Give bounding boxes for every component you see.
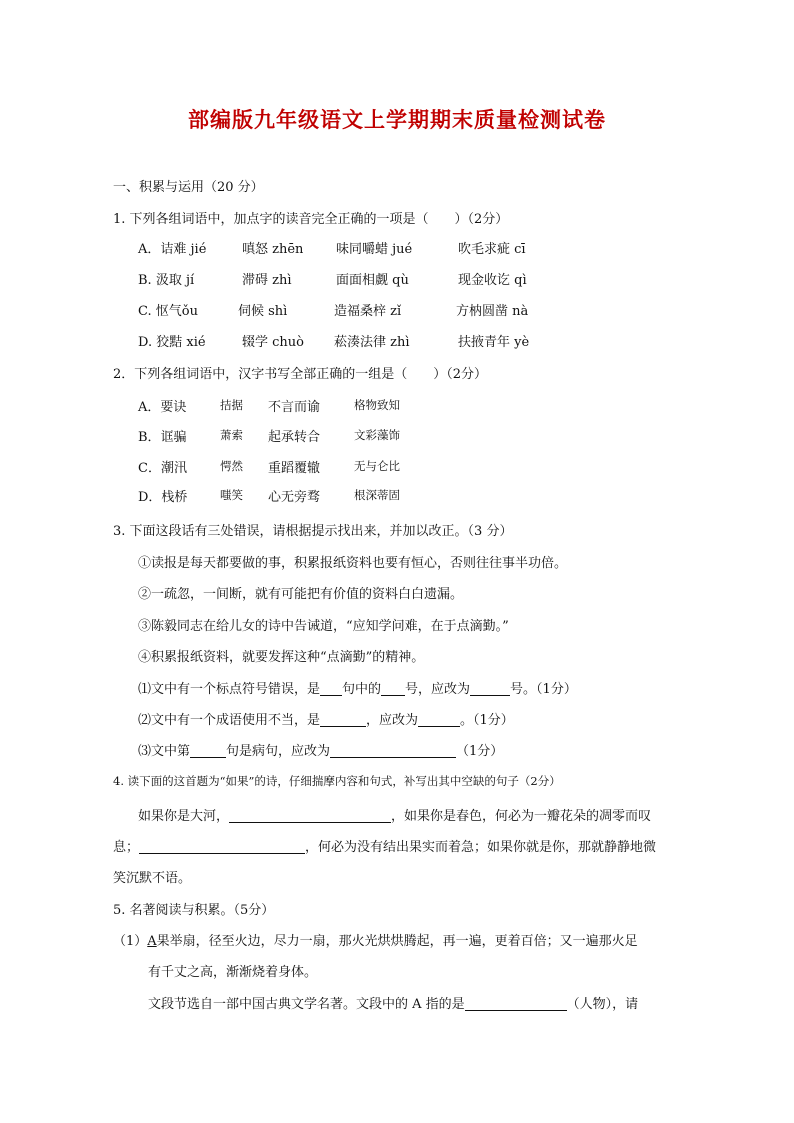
option-item: 造福桑梓 zǐ — [334, 304, 402, 319]
option-item: 菘湊法律 zhì — [334, 335, 410, 350]
question-2-stem: 2．下列各组词语中，汉字书写全部正确的一组是（ ）（2分） — [113, 367, 488, 382]
question-4-line-2 — [113, 836, 656, 855]
option-item: 格物致知 — [354, 398, 400, 412]
option-item: 拮据 — [220, 398, 243, 412]
option-item: 萧索 — [220, 428, 243, 442]
answer-blank[interactable] — [229, 808, 391, 823]
page-title: 部编版九年级语文上学期期末质量检测试卷 — [188, 107, 606, 132]
passage-text: 文段节选自一部中国古典文学名著。文段中的 A 指的是 — [148, 997, 465, 1012]
poem-text: ，何必为没有结出果实而着急；如果你就是你，那就静静地微 — [305, 840, 657, 855]
sub-text: 号。（1分） — [510, 682, 577, 697]
option-item: 辍学 chuò — [242, 335, 304, 350]
question-3-stem: 3. 下面这段话有三处错误，请根据提示找出来，并加以改正。（3 分） — [113, 524, 513, 539]
option-item: 不言而谕 — [268, 400, 321, 415]
question-5-passage-line-1 — [113, 930, 638, 949]
option-item: 嗔怒 zhēn — [242, 242, 304, 257]
question-3-sentence: ①读报是每天都要做的事，积累报纸资料也要有恒心，否则往往事半功倍。 — [138, 556, 568, 571]
option-item: 无与仑比 — [354, 459, 400, 473]
question-3-sentence: ③陈毅同志在给儿女的诗中告诫道，“应知学问难，在于点滴勤。” — [138, 619, 509, 634]
question-3-sub-3 — [138, 740, 503, 759]
poem-text: ，如果你是春色，何必为一瓣花朵的凋零而叹 — [391, 809, 652, 824]
option-item: 味同嚼蜡 jué — [336, 242, 413, 257]
option-item: C．潮汛 — [138, 461, 187, 476]
option-item: 现金收讫 qì — [458, 273, 527, 288]
answer-blank[interactable] — [139, 839, 305, 854]
option-item: A．诘难 jié — [138, 242, 207, 257]
passage-marker: A — [147, 934, 157, 949]
option-item: 嗤笑 — [220, 488, 243, 502]
sub-text: （1分） — [456, 744, 504, 759]
answer-blank[interactable] — [418, 712, 460, 727]
question-5-passage-line-3 — [148, 993, 638, 1012]
option-item: 根深蒂固 — [354, 488, 400, 502]
answer-blank[interactable] — [470, 681, 510, 696]
option-item: 文彩藻饰 — [354, 428, 400, 442]
sub-text: ⑵文中有一个成语使用不当，是 — [138, 713, 321, 728]
sub-text: ⑴文中有一个标点符号错误，是 — [138, 682, 321, 697]
sub-text: 句中的 — [342, 682, 382, 697]
answer-blank[interactable] — [330, 743, 456, 758]
poem-text: 息； — [113, 840, 140, 855]
sub-text: 句是病句，应改为 — [226, 744, 331, 759]
option-item: B. 汲取 jí — [138, 273, 195, 288]
answer-blank[interactable] — [320, 712, 366, 727]
answer-blank[interactable] — [190, 743, 226, 758]
option-item: 重蹈覆辙 — [268, 461, 321, 476]
option-item: B．诓骗 — [138, 430, 187, 445]
passage-text: （人物），请 — [566, 997, 639, 1012]
sub-text: 。（1分） — [460, 713, 514, 728]
question-5-stem: 5. 名著阅读与积累。（5分） — [113, 903, 275, 918]
answer-blank[interactable] — [381, 681, 405, 696]
option-item: 起承转合 — [268, 430, 321, 445]
answer-blank[interactable] — [320, 681, 342, 696]
option-item: 方枘圆凿 nà — [456, 304, 529, 319]
question-3-sentence: ④积累报纸资料，就要发挥这种“点滴勤”的精神。 — [138, 650, 425, 665]
option-item: D．栈桥 — [138, 490, 188, 505]
sub-text: 号，应改为 — [405, 682, 471, 697]
option-item: 吹毛求疵 cī — [458, 242, 526, 257]
question-3-sub-1 — [138, 678, 577, 697]
poem-text: 如果你是大河， — [138, 809, 230, 824]
question-1-stem: 1. 下列各组词语中，加点字的读音完全正确的一项是（ ）（2分） — [113, 212, 509, 227]
passage-text: 果举扇，径至火边，尽力一扇，那火光烘烘腾起，再一遍，更着百倍；又一遍那火足 — [156, 934, 638, 949]
answer-blank[interactable] — [465, 996, 567, 1011]
option-item: 滞碍 zhì — [242, 273, 292, 288]
option-item: C. 怄气ǒu — [138, 304, 198, 319]
option-item: 愕然 — [220, 459, 243, 473]
option-item: D. 狡黠 xié — [138, 335, 206, 350]
question-4-stem: 4. 读下面的这首题为“如果”的诗，仔细揣摩内容和句式，补写出其中空缺的句子（2分） — [113, 774, 561, 788]
section-heading: 一、积累与运用（20 分） — [113, 180, 264, 195]
passage-text: （1） — [113, 934, 148, 949]
option-item: 扶掖青年 yè — [458, 335, 530, 350]
option-item: 心无旁骛 — [268, 490, 321, 505]
question-5-passage-line-2: 有千丈之高，渐渐烧着身体。 — [148, 965, 318, 980]
question-4-line-1 — [138, 805, 651, 824]
sub-text: ，应改为 — [366, 713, 419, 728]
question-4-line-3: 笑沉默不语。 — [113, 871, 192, 886]
option-item: A．要诀 — [138, 400, 187, 415]
sub-text: ⑶文中第 — [138, 744, 191, 759]
question-3-sentence: ②一疏忽，一间断，就有可能把有价值的资料白白遗漏。 — [138, 587, 464, 602]
question-3-sub-2 — [138, 709, 514, 728]
option-item: 面面相觑 qù — [336, 273, 409, 288]
option-item: 伺候 shì — [238, 304, 288, 319]
